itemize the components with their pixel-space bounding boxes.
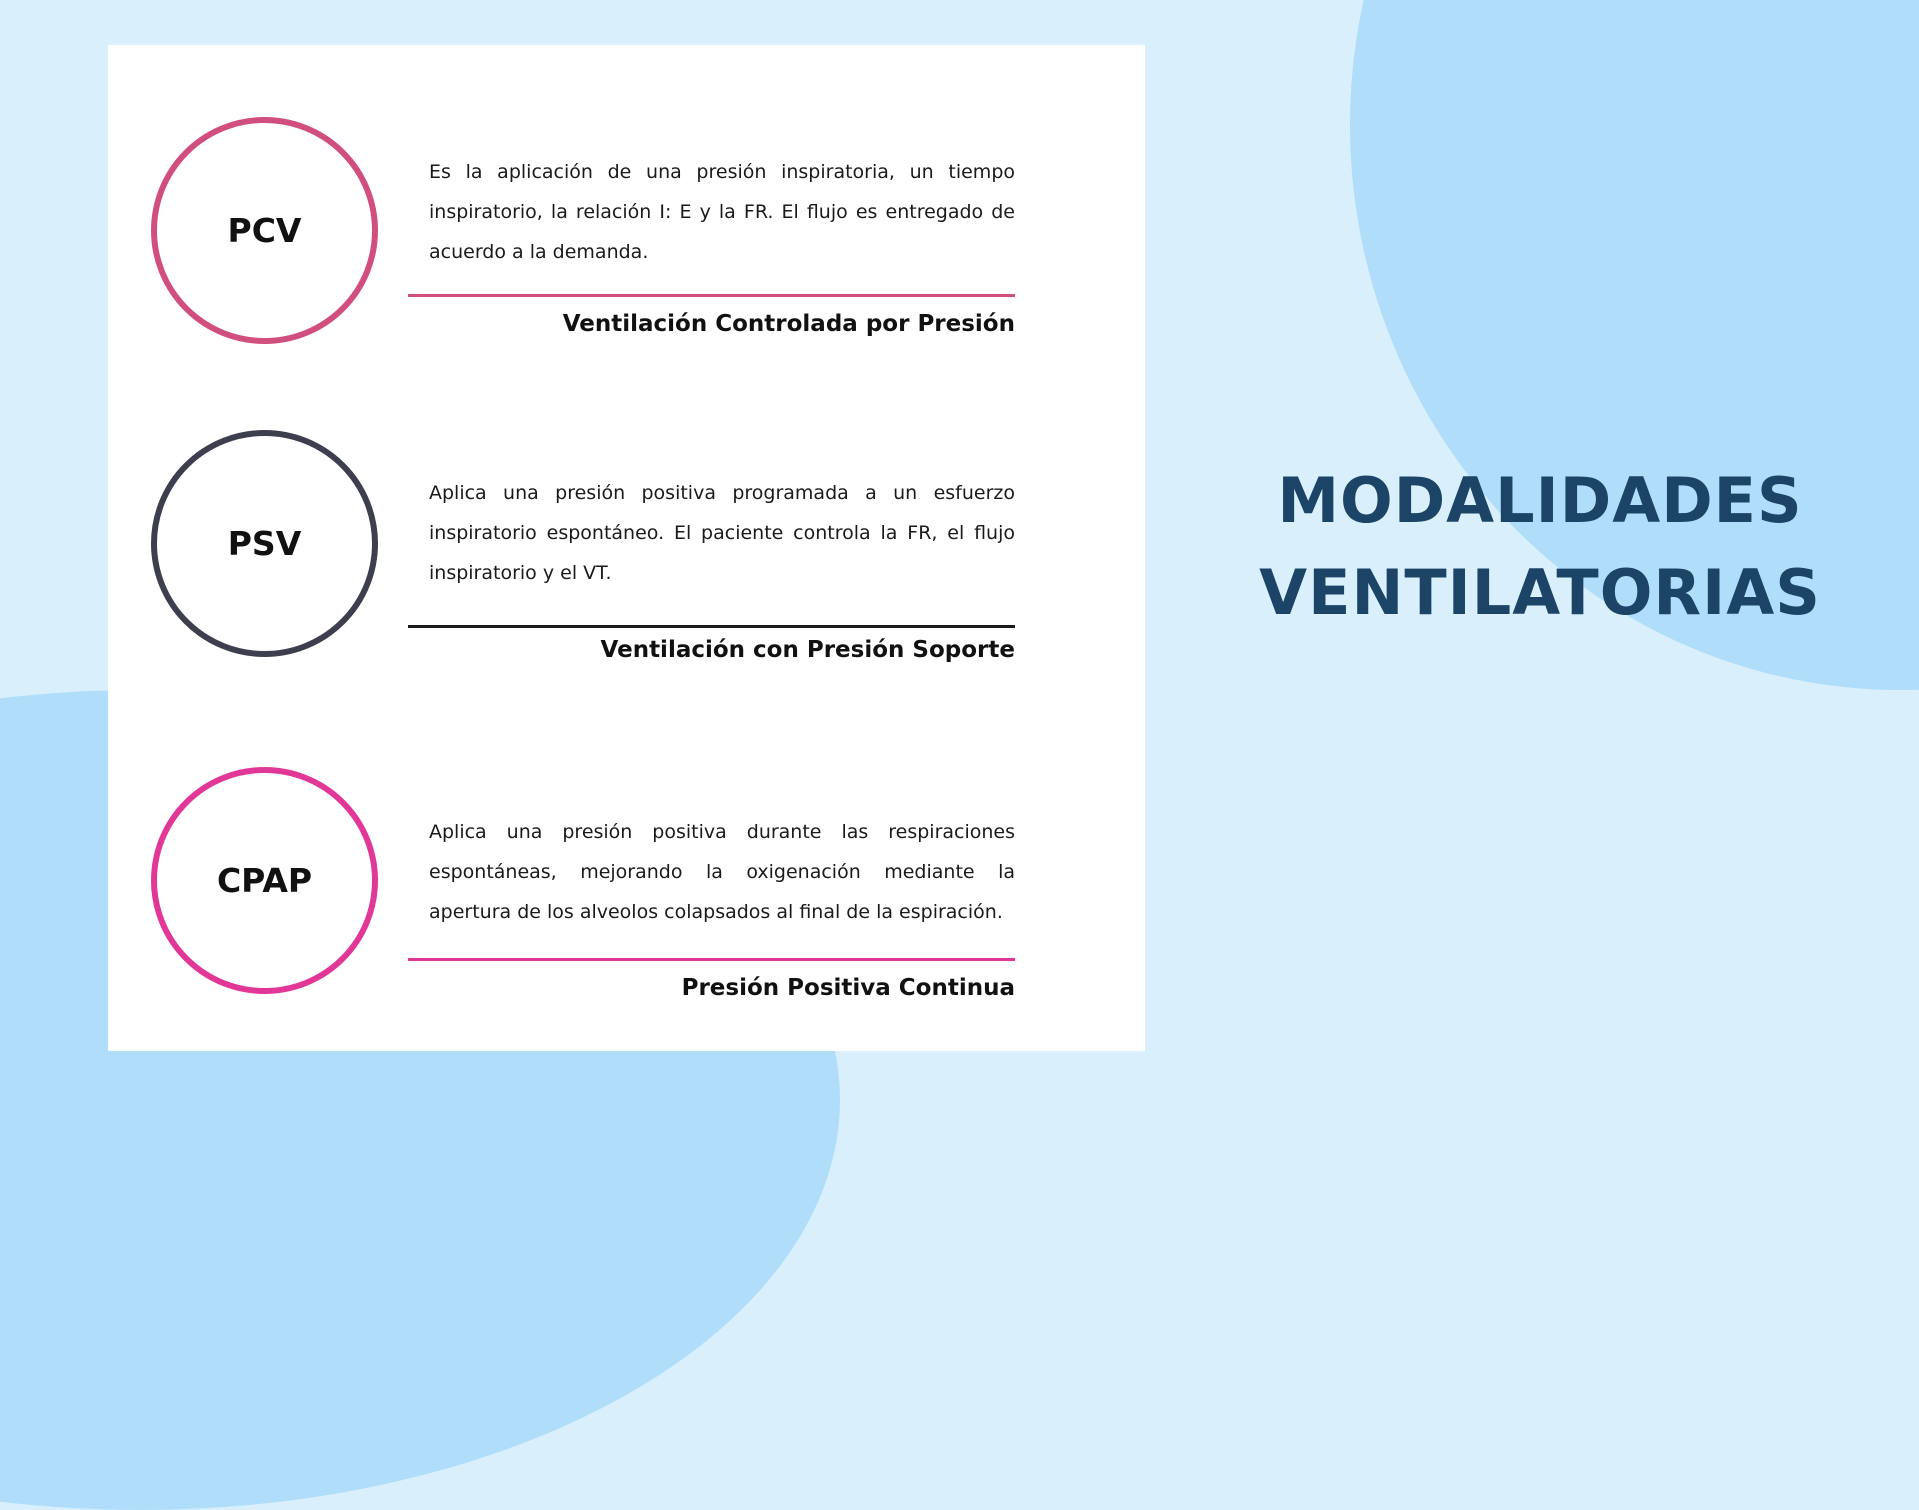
mode-name-cpap: Presión Positiva Continua [681,975,1015,1001]
mode-abbr-pcv: PCV [227,211,302,250]
mode-circle-psv [151,430,378,657]
mode-abbr-psv: PSV [227,524,302,563]
slide-title-line-1: MODALIDADES [1277,464,1803,537]
mode-name-psv: Ventilación con Presión Soporte [600,637,1015,663]
mode-divider-cpap [408,958,1015,961]
mode-circle-cpap [151,767,378,994]
mode-description-cpap: Aplica una presión positiva durante las respiraciones espontáneas, mejorando la oxigenación mediante la apertura de los alveolos colapsados al final de la espiración. [429,821,1015,923]
mode-divider-psv [408,625,1015,628]
mode-abbr-cpap: CPAP [216,861,313,900]
mode-divider-pcv [408,294,1015,297]
mode-description-psv: Aplica una presión positiva programada a un esfuerzo inspiratorio espontáneo. El paciente controla la FR, el flujo inspiratorio y el VT. [429,482,1015,584]
mode-circle-pcv [151,117,378,344]
mode-name-pcv: Ventilación Controlada por Presión [562,311,1015,337]
slide-title [1240,455,1840,639]
modes-card [108,45,1145,1051]
mode-description-pcv: Es la aplicación de una presión inspiratoria, un tiempo inspiratorio, la relación I: E y la FR. El flujo es entregado de acuerdo a la demanda. [429,161,1015,263]
slide-title-line-2: VENTILATORIAS [1259,556,1821,629]
